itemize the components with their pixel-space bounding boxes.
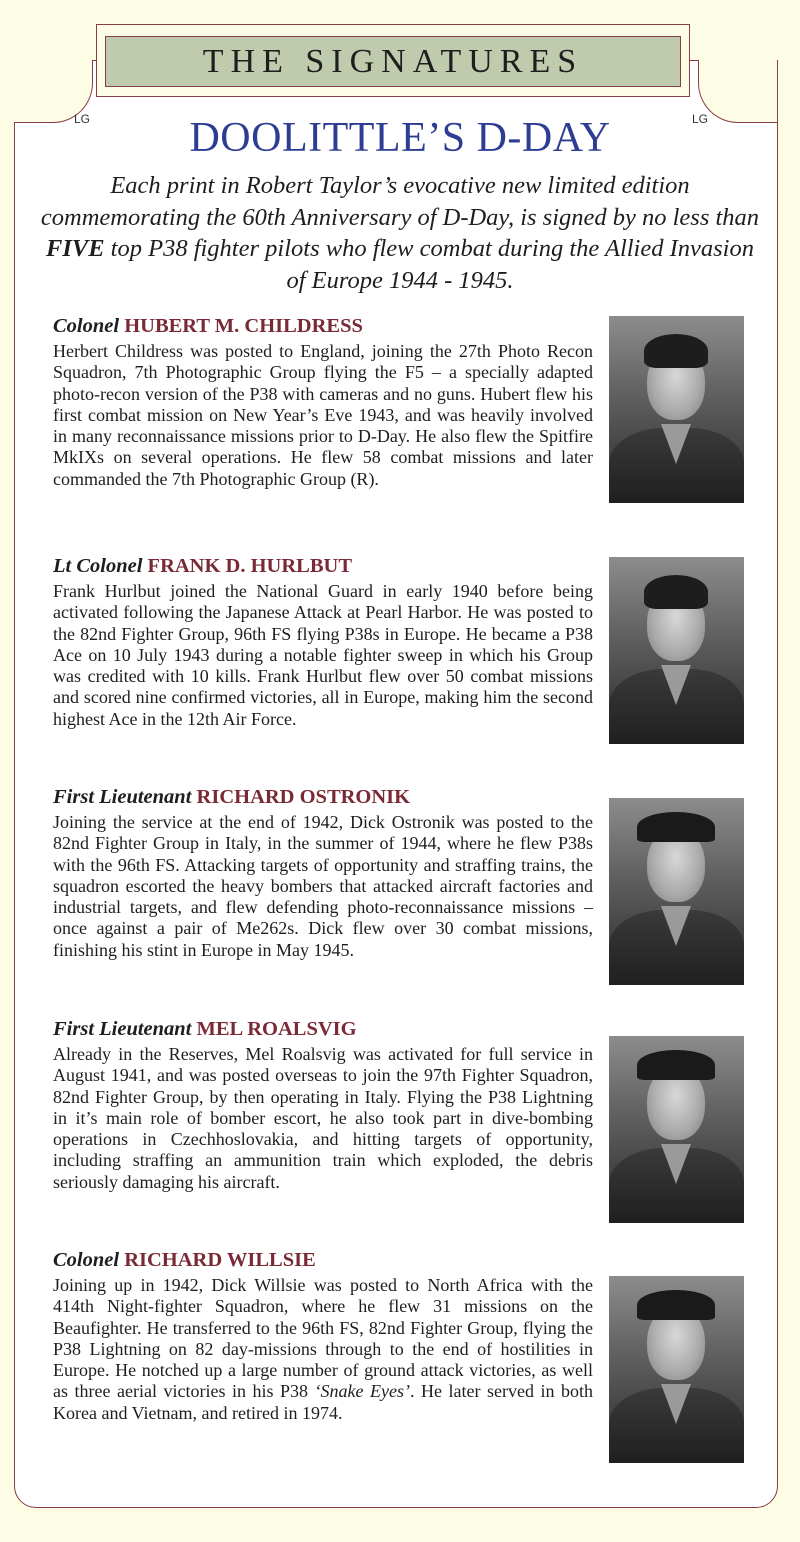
pilot-section-hurlbut <box>53 553 593 730</box>
pilot-section-roalsvig <box>53 1016 593 1193</box>
intro-text-end: top P38 fighter pilots who flew combat during the Allied Invasion of Europe 1944 - 1945. <box>104 235 754 294</box>
pilot-bio: Joining the service at the end of 1942, Dick Ostronik was posted to the 82nd Fighter Group in Italy, in the summer of 1944, where he flew P38s with the 96th FS. Attacking targets of opportunity and straffing trains, the squadron escorted the heavy bombers that attacked aircraft factories and industrial targets, and flew defending photo-reconnaissance missions – once against a pair of Me262s. Dick flew over 30 combat missions, finishing his stint in Europe in May 1945. <box>53 812 593 960</box>
pilot-bio-start: Joining up in 1942, Dick Willsie was posted to North Africa with the 414th Night-fighter Squadron, where he flew 31 missions on the Beaufighter. He transferred to the 96th FS, 82nd Fighter Group, flying the P38 Lightning on 82 day-missions through to the end of hostilities in Europe. He notched up a large number of ground attack victories, as well as three aerial victories in his P38 <box>53 1275 593 1402</box>
pilot-bio: Already in the Reserves, Mel Roalsvig was activated for full service in August 1941, and was posted overseas to join the 97th Fighter Squadron, 82nd Fighter Group, by then operating in Italy. Flying the P38 Lightning in it’s main role of bomber escort, he also took part in dive-bombing operations in Czechhoslovakia, and hitting targets of opportunity, including straffing an ammunition train which exploded, the debris seriously damaging his aircraft. <box>53 1044 593 1192</box>
pilot-section-childress <box>53 313 593 490</box>
pilot-bio: Herbert Childress was posted to England, joining the 27th Photo Recon Squadron, 7th Photographic Group flying the F5 – a specially adapted photo-recon version of the P38 with cameras and no guns. Hubert flew his first combat mission on New Year’s Eve 1943, and was heavily involved in many reconnaissance missions prior to D-Day. He also flew the Spitfire MkIXs on several operations. He flew 58 combat missions and later commanded the 7th Photographic Group (R). <box>53 341 593 489</box>
pilot-heading <box>53 313 593 339</box>
pilot-heading <box>53 784 593 810</box>
aircraft-name: ‘Snake Eyes’ <box>314 1381 410 1402</box>
pilot-name: RICHARD OSTRONIK <box>196 786 411 808</box>
banner-text: THE SIGNATURES <box>202 42 584 80</box>
pilot-name: HUBERT M. CHILDRESS <box>124 315 363 337</box>
pilot-heading <box>53 1016 593 1042</box>
pilot-photo-ostronik <box>609 798 744 985</box>
pilot-rank: Colonel <box>53 315 120 337</box>
intro-text-start: Each print in Robert Taylor’s evocative new limited edition commemorating the 60th Anniversary of D-Day, is signed by no less than <box>40 172 760 231</box>
pilot-name: FRANK D. HURLBUT <box>147 555 352 577</box>
mark-right: LG <box>692 112 709 126</box>
heading-banner-plate <box>105 36 681 87</box>
pilot-rank: Colonel <box>53 1249 120 1271</box>
mark-left: LG <box>74 112 91 126</box>
page-title: DOOLITTLE’S D-DAY <box>189 115 611 161</box>
pilot-photo-roalsvig <box>609 1036 744 1223</box>
pilot-heading <box>53 1247 593 1273</box>
pilot-bio: Frank Hurlbut joined the National Guard in early 1940 before being activated following the Japanese Attack at Pearl Harbor. He was posted to the 82nd Fighter Group, 96th FS flying P38s in Europe. He became a P38 Ace on 10 July 1943 during a notable fighter sweep in which his Group was credited with 10 kills. Frank Hurlbut flew over 50 combat missions and scored nine confirmed victories, all in Europe, making him the second highest Ace in the 12th Air Force. <box>53 581 593 729</box>
pilot-rank: First Lieutenant <box>53 1018 192 1040</box>
pilot-rank: Lt Colonel <box>53 555 143 577</box>
pilot-section-willsie <box>53 1247 593 1424</box>
pilot-bio-end: . He later served in both Korea and Vietnam, and retired in 1974. <box>53 1381 593 1423</box>
pilot-photo-willsie <box>609 1276 744 1463</box>
pilot-photo-hurlbut <box>609 557 744 744</box>
intro-paragraph <box>40 170 760 296</box>
pilot-rank: First Lieutenant <box>53 786 192 808</box>
pilot-heading <box>53 553 593 579</box>
pilot-photo-childress <box>609 316 744 503</box>
pilot-section-ostronik <box>53 784 593 961</box>
intro-bold: FIVE <box>45 235 105 262</box>
heading-banner <box>96 24 690 97</box>
pilot-bio <box>53 1275 593 1424</box>
pilot-name: MEL ROALSVIG <box>196 1018 357 1040</box>
pilot-name: RICHARD WILLSIE <box>124 1249 316 1271</box>
